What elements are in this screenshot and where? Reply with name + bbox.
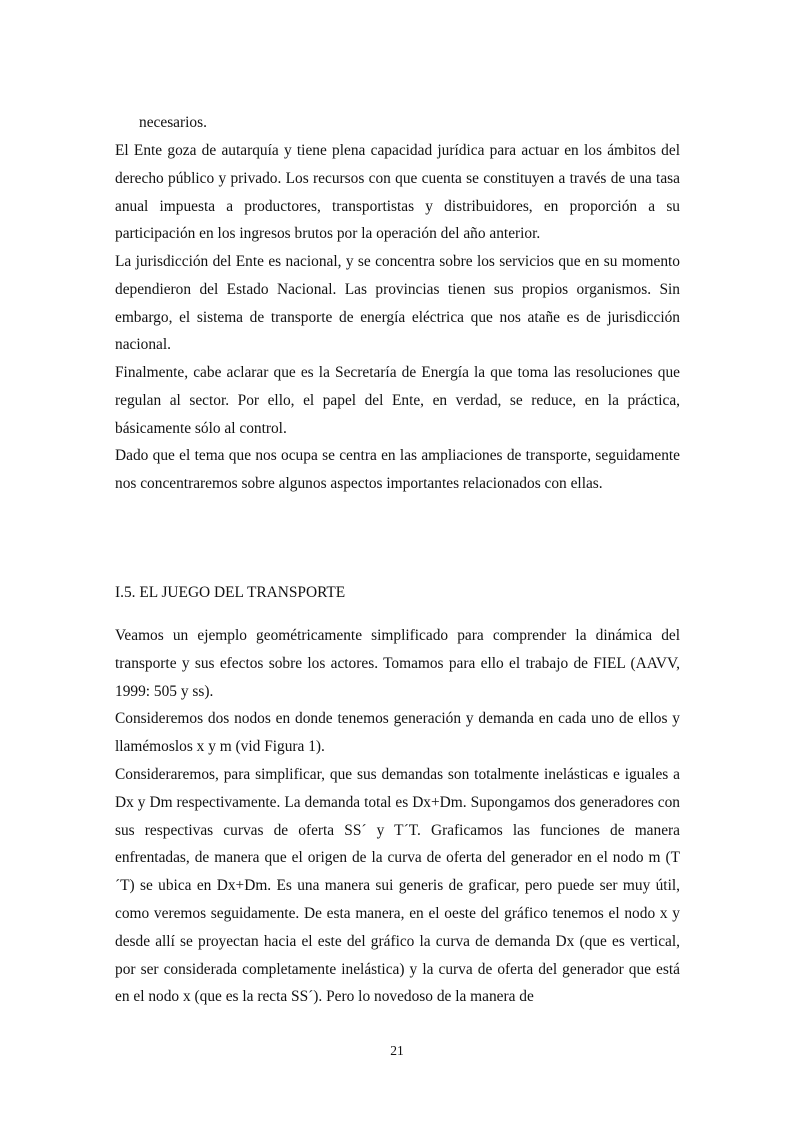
section-heading: I.5. EL JUEGO DEL TRANSPORTE [115, 584, 346, 601]
paragraph-jurisdiccion: La jurisdicción del Ente es nacional, y se concentra sobre los servicios que en su momento dependieron del Estado Nacional. Las provincias tienen sus propios organismos. Sin embargo, el sistema de transporte de energía eléctrica que nos atañe es de jurisdicción nacional. [115, 253, 680, 354]
paragraph-secretaria: Finalmente, cabe aclarar que es la Secretaría de Energía la que toma las resoluciones que regulan al sector. Por ello, el papel del Ente, en verdad, se reduce, en la práctica, básicamente sólo al control. [115, 364, 680, 437]
paragraph-continuation: necesarios. [139, 114, 207, 131]
paragraph-nodos: Consideremos dos nodos en donde tenemos generación y demanda en cada uno de ellos y llamémoslos x y m (vid Figura 1). [115, 710, 680, 755]
paragraph-ejemplo: Veamos un ejemplo geométricamente simplificado para comprender la dinámica del transporte y sus efectos sobre los actores. Tomamos para ello el trabajo de FIEL (AAVV, 1999: 505 y ss). [115, 627, 680, 700]
paragraph-ampliaciones: Dado que el tema que nos ocupa se centra en las ampliaciones de transporte, seguidamente nos concentraremos sobre algunos aspectos importantes relacionados con ellas. [115, 447, 680, 492]
page-number: 21 [390, 1043, 404, 1058]
paragraph-ente-autarquia: El Ente goza de autarquía y tiene plena capacidad jurídica para actuar en los ámbitos del derecho público y privado. Los recursos con que cuenta se constituyen a través de una tasa anual impuesta a productores, transportistas y distribuidores, en proporción a su participación en los ingresos brutos por la operación del año anterior. [115, 142, 680, 243]
paragraph-demandas: Consideraremos, para simplificar, que sus demandas son totalmente inelásticas e iguales a Dx y Dm respectivamente. La demanda total es Dx+Dm. Supongamos dos generadores con sus respectivas curvas de oferta SS´ y T´T. Graficamos las funciones de manera enfrentadas, de manera que el origen de la curva de oferta del generador en el nodo m (T´T) se ubica en Dx+Dm. Es una manera sui generis de graficar, pero puede ser muy útil, como veremos seguidamente. De esta manera, en el oeste del gráfico tenemos el nodo x y desde allí se proyectan hacia el este del gráfico la curva de demanda Dx (que es vertical, por ser considerada completamente inelástica) y la curva de oferta del generador que está en el nodo x (que es la recta SS´). Pero lo novedoso de la manera de [115, 766, 680, 1006]
